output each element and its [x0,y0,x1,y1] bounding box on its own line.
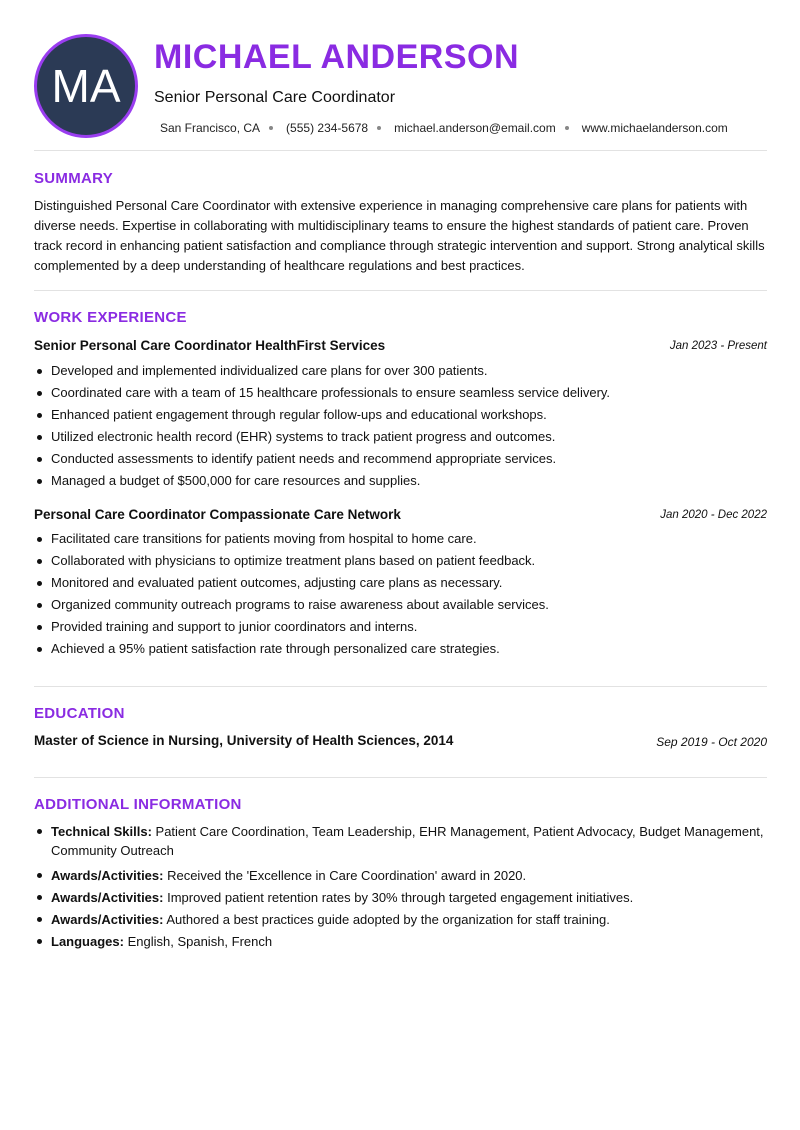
list-item: Collaborated with physicians to optimize treatment plans based on patient feedback. [34,550,767,572]
list-item [34,932,767,951]
work-experience-heading: WORK EXPERIENCE [34,309,187,326]
list-item: Conducted assessments to identify patient needs and recommend appropriate services. [34,448,767,470]
summary-heading: SUMMARY [34,170,114,187]
list-item: Provided training and support to junior coordinators and interns. [34,616,767,638]
contact-email[interactable]: michael.anderson@email.com [394,121,556,135]
list-item: Facilitated care transitions for patients moving from hospital to home care. [34,528,767,550]
list-item: Enhanced patient engagement through regular follow-ups and educational workshops. [34,404,767,426]
additional-info-list [34,822,767,954]
list-item: Monitored and evaluated patient outcomes, adjusting care plans as necessary. [34,572,767,594]
candidate-title: Senior Personal Care Coordinator [154,89,396,106]
list-item [34,866,767,885]
avatar-initials: MA [51,60,121,112]
contact-phone: (555) 234-5678 [286,121,369,135]
item-label: Awards/Activities: [51,868,164,883]
list-item: Utilized electronic health record (EHR) systems to track patient progress and outcomes. [34,426,767,448]
list-item: Organized community outreach programs to raise awareness about available services. [34,594,767,616]
item-text: Authored a best practices guide adopted by the organization for staff training. [163,912,610,927]
separator-dot [269,126,273,130]
education-dates: Sep 2019 - Oct 2020 [656,735,767,749]
education-entry [34,733,767,751]
list-item: Managed a budget of $500,000 for care resources and supplies. [34,470,767,492]
item-text: Received the 'Excellence in Care Coordination' award in 2020. [163,868,527,883]
item-label: Awards/Activities: [51,912,164,927]
education-heading: EDUCATION [34,705,125,722]
item-text: Patient Care Coordination, Team Leadership, EHR Management, Patient Advocacy, Budget Management, Community Outreach [51,824,764,858]
item-text: English, Spanish, French [123,934,273,949]
job-dates: Jan 2023 - Present [669,340,767,352]
separator-dot [565,126,569,130]
resume-header [34,34,767,138]
avatar [34,34,138,138]
item-label: Awards/Activities: [51,890,164,905]
divider [34,777,767,778]
job-role: Senior Personal Care Coordinator HealthFirst Services [34,338,386,353]
list-item [34,888,767,907]
list-item: Developed and implemented individualized care plans for over 300 patients. [34,360,767,382]
candidate-name: MICHAEL ANDERSON [154,38,520,76]
divider [34,290,767,291]
summary-text: Distinguished Personal Care Coordinator with extensive experience in managing comprehensive care plans for patients with diverse needs. Expertise in collaborating with multidisciplinary teams to ensure the highest standards of patient care. Proven track record in enhancing patient satisfaction and compliance through strategic intervention and support. Strong analytical skills complemented by a deep understanding of healthcare regulations and best practices. [34,198,765,273]
job-bullets [34,528,767,660]
additional-info-heading: ADDITIONAL INFORMATION [34,796,242,813]
separator-dot [377,126,381,130]
contact-location: San Francisco, CA [160,121,261,135]
divider [34,150,767,151]
contact-line [160,121,728,135]
list-item [34,822,767,860]
job-bullets [34,360,767,492]
item-label: Technical Skills: [51,824,152,839]
job-role: Personal Care Coordinator Compassionate Care Network [34,507,401,522]
job-header [34,338,767,356]
item-text: Improved patient retention rates by 30% through targeted engagement initiatives. [163,890,634,905]
list-item: Achieved a 95% patient satisfaction rate through personalized care strategies. [34,638,767,660]
contact-website[interactable]: www.michaelanderson.com [581,121,728,135]
item-label: Languages: [51,934,124,949]
divider [34,686,767,687]
list-item [34,910,767,929]
job-dates: Jan 2020 - Dec 2022 [660,509,767,521]
job-header [34,507,767,525]
list-item: Coordinated care with a team of 15 healthcare professionals to ensure seamless service delivery. [34,382,767,404]
education-degree: Master of Science in Nursing, University of Health Sciences, 2014 [34,733,454,748]
